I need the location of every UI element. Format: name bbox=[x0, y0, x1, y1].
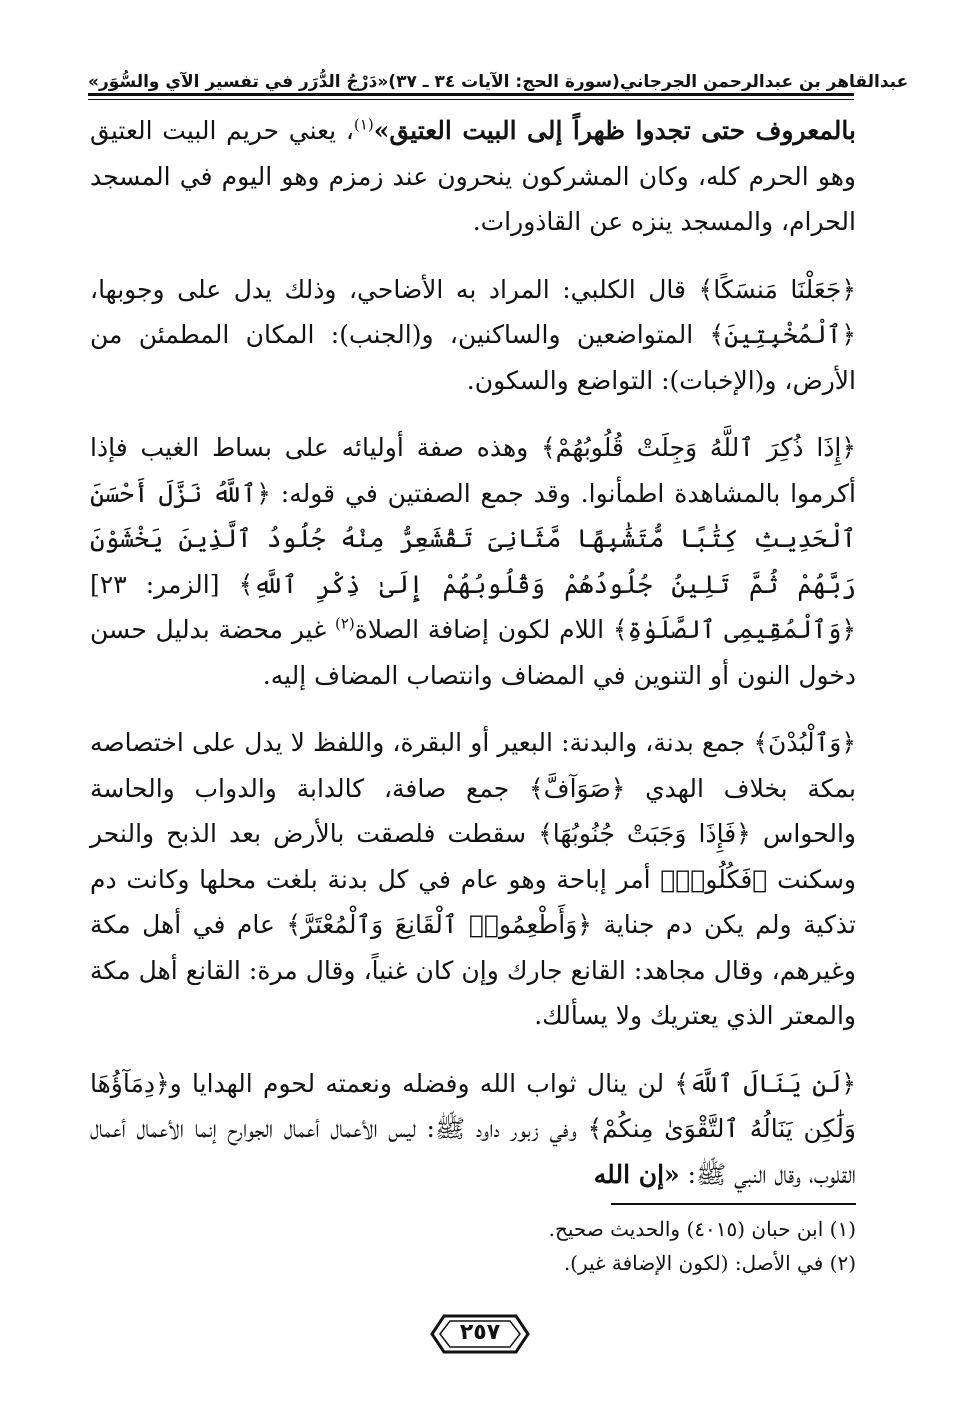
paragraph bbox=[90, 425, 856, 698]
quran-verse: ﴿لَن يَنَالَ ٱللَّهَ﴾ bbox=[674, 1068, 857, 1098]
paragraph bbox=[90, 108, 856, 245]
footnote-2: (٢) في الأصل: (لكون الإضافة غير). bbox=[563, 1251, 856, 1275]
commentary-text: وهذه صفة أوليائه على بساط الغيب فإذا أكرموا بالمشاهدة اطمأنوا. وقد جمع الصفتين في قوله: bbox=[90, 433, 856, 508]
header-rule bbox=[88, 93, 854, 96]
commentary-text: اللام لكون إضافة الصلاة bbox=[354, 615, 613, 644]
quran-verse: ﴿إِذَا ذُكِرَ ٱللَّهُ وَجِلَتْ قُلُوبُهُمْ﴾ bbox=[541, 433, 857, 462]
header-surah-range: (سورة الحج: الآيات ٣٤ ـ ٣٧) bbox=[388, 72, 620, 92]
commentary-text: سقطت فلصقت بالأرض بعد الذبح والنحر وسكنت bbox=[90, 819, 856, 894]
quran-verse: ﴿وَٱلْبُدْنَ﴾ bbox=[753, 728, 856, 757]
main-text bbox=[90, 108, 856, 1197]
commentary-text: غير محضة بدليل حسن دخول النون أو التنوين في المضاف وانتصاب المضاف إليه. bbox=[90, 615, 856, 690]
header-rule-thin bbox=[88, 99, 854, 100]
paragraph bbox=[90, 267, 856, 404]
footnote-1: (١) ابن حبان (٤٠١٥) والحديث صحيح. bbox=[548, 1217, 856, 1241]
hadith-text: بالمعروف حتى تجدوا ظهراً إلى البيت العتيق» bbox=[373, 116, 856, 145]
quran-verse: ﴿فَإِذَا وَجَبَتْ جُنُوبُهَا﴾ bbox=[538, 819, 751, 848]
quran-verse: ﴿دِمَآؤُهَا وَلَٰكِن يَنَالُهُ ٱلتَّقْوَىٰ مِنكُمْ﴾ bbox=[90, 1068, 857, 1143]
commentary-text: قال الكلبي: المراد به الأضاحي، وذلك يدل على وجوبها، bbox=[90, 274, 699, 304]
commentary-text: ، يعني حريم البيت العتيق وهو الحرم كله، وكان المشركون ينحرون عند زمزم وهو اليوم في المسجد الحرام، والمسجد ينزه عن القاذورات. bbox=[90, 116, 856, 236]
commentary-text: جمع صافة، كالدابة والدواب والحاسة والحواس bbox=[90, 773, 856, 848]
paragraph bbox=[90, 720, 856, 1039]
page-number: ٢٥٧ bbox=[459, 1320, 501, 1345]
commentary-text: المتواضعين والساكنين، و(الجنب): المكان المطمئن من الأرض، و(الإخبات): التواضع والسكون. bbox=[90, 320, 856, 395]
commentary-text: [الزمر: ٢٣] bbox=[90, 569, 239, 599]
commentary-text: عام في أهل مكة وغيرهم، وقال مجاهد: القانع جارك وإن كان غنياً، وقال مرة: القانع أهل مكة والمعتر الذي يعتريك ولا يسألك. bbox=[90, 910, 856, 1030]
page-number-ornament bbox=[430, 1312, 530, 1356]
hadith-text: «إن الله bbox=[593, 1159, 680, 1189]
commentary-text: أمر إباحة وهو عام في كل بدنة بلغت محلها وكانت دم تذكية ولم يكن دم جناية bbox=[90, 864, 856, 939]
quran-verse: ﴿صَوَآفَّ﴾ bbox=[529, 773, 626, 803]
quran-verse: ﴿فَكُلُوا۟﴾ bbox=[660, 864, 768, 894]
footnotes bbox=[90, 1212, 856, 1280]
footnote-ref: (١) bbox=[353, 115, 374, 134]
commentary-text: جمع بدنة، والبدنة: البعير أو البقرة، واللفظ لا يدل على اختصاصه بمكة بخلاف الهدي bbox=[90, 728, 856, 803]
commentary-text: وفي زبور داود ﷺ: ليس الأعمال أعمال الجوارح إنما الأعمال أعمال القلوب، وقال النبي ﷺ: bbox=[90, 1114, 856, 1189]
quran-verse: ﴿ٱلْمُخْبِتِينَ﴾ bbox=[709, 320, 856, 349]
running-header bbox=[88, 56, 909, 92]
header-book-title: «دَرْجُ الدُّرَر في تفسير الآي والسُّوَر» bbox=[88, 72, 389, 92]
footnote-ref: (٢) bbox=[335, 614, 355, 633]
quran-verse: ﴿وَأَطْعِمُوا۟ ٱلْقَانِعَ وَٱلْمُعْتَرَّ﴾ bbox=[286, 910, 592, 939]
quran-verse: ﴿وَٱلْمُقِيمِى ٱلصَّلَوٰةِ﴾ bbox=[612, 615, 856, 644]
commentary-text: لن ينال ثواب الله وفضله ونعمته لحوم الهدايا و bbox=[169, 1068, 675, 1098]
footnote-separator bbox=[611, 1203, 856, 1205]
header-author: عبدالقاهر بن عبدالرحمن الجرجاني bbox=[619, 72, 909, 92]
paragraph bbox=[90, 1061, 856, 1198]
quran-verse: ﴿ٱللَّهُ نَزَّلَ أَحْسَنَ ٱلْحَدِيثِ كِتَٰبًا مُّتَشَٰبِهًا مَّثَانِىَ تَقْشَعِرُّ مِنْهُ جُلُودُ ٱلَّذِينَ يَخْشَوْنَ رَبَّهُمْ ثُمَّ تَلِينُ جُلُودُهُمْ وَقُلُوبُهُمْ إِلَىٰ ذِكْرِ ٱللَّهِ﴾ bbox=[90, 478, 856, 599]
quran-verse: ﴿جَعَلْنَا مَنسَكًا﴾ bbox=[698, 274, 857, 304]
